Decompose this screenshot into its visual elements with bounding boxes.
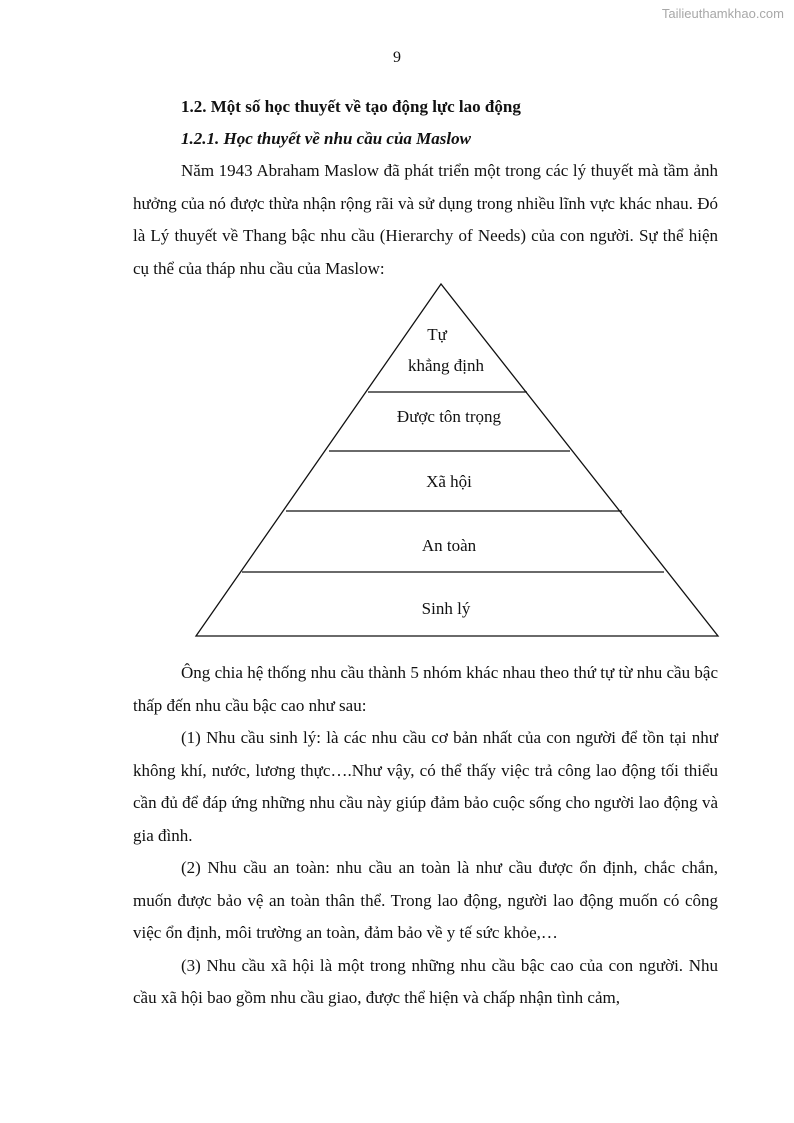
level-top-line2: khẳng định bbox=[407, 356, 485, 375]
level-social: Xã hội bbox=[426, 472, 472, 491]
subsection-heading: 1.2.1. Học thuyết về nhu cầu của Maslow bbox=[181, 129, 471, 148]
pyramid-outline bbox=[196, 284, 718, 636]
level-esteem: Được tôn trọng bbox=[396, 407, 502, 426]
level-top-line1: Tự bbox=[427, 325, 447, 344]
level-safety: An toàn bbox=[421, 536, 477, 555]
paragraph: (2) Nhu cầu an toàn: nhu cầu an toàn là như cầu được ổn định, chắc chắn, muốn được bảo vệ an toàn thân thể. Trong lao động, người lao động muốn có công việc ổn định, môi trường an toàn, đảm bảo về y tế sức khỏe,… bbox=[133, 858, 718, 942]
page-number: 9 bbox=[393, 49, 401, 66]
body-section bbox=[133, 657, 718, 1015]
paragraph: (3) Nhu cầu xã hội là một trong những nhu cầu bậc cao của con người. Nhu cầu xã hội bao gồm nhu cầu giao, được thể hiện và chấp nhận tình cảm, bbox=[133, 955, 718, 1007]
paragraph: (1) Nhu cầu sinh lý: là các nhu cầu cơ bản nhất của con người để tồn tại như không khí, nước, lương thực….Như vậy, có thể thấy việc trả công lao động tối thiểu cần đủ để đáp ứng những nhu cầu này giúp đảm bảo cuộc sống cho người lao động và gia đình. bbox=[133, 728, 718, 845]
paragraph: Ông chia hệ thống nhu cầu thành 5 nhóm khác nhau theo thứ tự từ nhu cầu bậc thấp đến nhu cầu bậc cao như sau: bbox=[133, 663, 718, 715]
section-heading: 1.2. Một số học thuyết về tạo động lực lao động bbox=[181, 97, 521, 116]
level-physiological: Sinh lý bbox=[421, 599, 471, 618]
watermark: Tailieuthamkhao.com bbox=[661, 6, 784, 21]
intro-paragraph: Năm 1943 Abraham Maslow đã phát triển một trong các lý thuyết mà tầm ảnh hưởng của nó được thừa nhận rộng rãi và sử dụng trong nhiều lĩnh vực khác nhau. Đó là Lý thuyết về Thang bậc nhu cầu (Hierarchy of Needs) của con người. Sự thể hiện cụ thể của tháp nhu cầu của Maslow: bbox=[133, 161, 718, 278]
